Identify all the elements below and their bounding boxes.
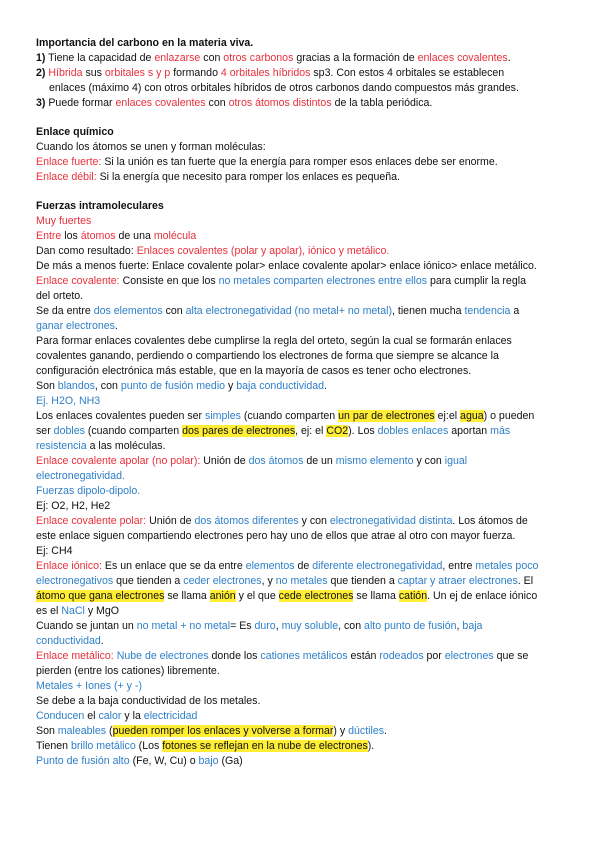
- text-segment: se llama: [353, 590, 399, 602]
- text-line: [36, 634, 564, 649]
- text-line: [36, 229, 564, 244]
- text-line: [36, 364, 564, 379]
- text-segment: donde los: [208, 650, 261, 662]
- text-segment: rodeados: [379, 650, 424, 662]
- text-segment: = Es: [230, 620, 255, 632]
- text-segment: aportan: [448, 425, 491, 437]
- text-segment: a las moléculas.: [86, 440, 166, 452]
- text-segment: Enlace débil:: [36, 171, 97, 183]
- text-segment: y MgO: [84, 605, 120, 617]
- text-segment: orbitales s y p: [104, 67, 171, 79]
- text-segment: Enlace iónico:: [36, 560, 102, 572]
- text-segment: .: [100, 635, 104, 647]
- text-segment: ) y: [333, 725, 349, 737]
- text-segment: , y: [261, 575, 276, 587]
- text-segment: (: [106, 725, 113, 737]
- text-line: [36, 679, 564, 694]
- text-segment: electronegatividad distinta: [329, 515, 453, 527]
- text-line: [36, 379, 564, 394]
- text-segment: Enlace químico: [36, 126, 114, 138]
- text-segment: Enlace covalente:: [36, 275, 120, 287]
- text-segment: maleables: [57, 725, 107, 737]
- text-segment: dos átomos diferentes: [194, 515, 299, 527]
- text-segment: molécula: [153, 230, 197, 242]
- highlighted-text: agua: [460, 410, 484, 422]
- text-segment: configuración electrónica más estable, que en la mayoría de casos es tener ocho electrones.: [36, 365, 472, 377]
- text-segment: conductividad: [36, 635, 101, 647]
- text-segment: están: [347, 650, 380, 662]
- text-segment: Unión de: [146, 515, 195, 527]
- highlighted-text: cede electrones: [278, 590, 354, 602]
- text-segment: (cuando comparten: [240, 410, 339, 422]
- text-segment: que se: [493, 650, 529, 662]
- paragraph-gap: [36, 111, 564, 125]
- text-segment: Metales + Iones (+ y -): [36, 680, 142, 692]
- text-line: [36, 81, 564, 96]
- text-segment: covalentes ganando, perdiendo o compartiendo los electrones de forma que siempre se alcance la: [36, 350, 499, 362]
- text-segment: no metal + no metal: [136, 620, 231, 632]
- text-segment: electrones: [444, 650, 494, 662]
- text-line: [36, 274, 564, 289]
- text-segment: (Los: [135, 740, 163, 752]
- text-segment: y: [225, 380, 237, 392]
- text-segment: Híbrida: [48, 67, 83, 79]
- highlighted-text: átomo que gana electrones: [36, 590, 165, 602]
- text-segment: ceder electrones: [183, 575, 262, 587]
- text-segment: dobles enlaces: [377, 425, 449, 437]
- text-segment: Muy fuertes: [36, 215, 92, 227]
- text-segment: enlazarse: [154, 52, 201, 64]
- text-segment: electronegativos: [36, 575, 114, 587]
- text-segment: más: [490, 425, 511, 437]
- highlighted-text: un par de electrones: [338, 410, 435, 422]
- text-segment: con: [162, 305, 186, 317]
- text-segment: (Fe, W, Cu) o: [129, 755, 199, 767]
- text-segment: ganar electrones: [36, 320, 115, 332]
- text-segment: los: [61, 230, 81, 242]
- text-segment: . Los átomos de: [452, 515, 528, 527]
- text-segment: sus: [82, 67, 105, 79]
- text-segment: diferente electronegatividad: [312, 560, 443, 572]
- text-segment: , ej: el: [295, 425, 327, 437]
- highlighted-text: pueden romper los enlaces y volverse a formar: [112, 725, 334, 737]
- text-segment: NaCl: [61, 605, 85, 617]
- text-segment: 4 orbitales híbridos: [220, 67, 311, 79]
- text-segment: electricidad: [143, 710, 198, 722]
- text-line: [36, 529, 564, 544]
- text-segment: (cuando comparten: [84, 425, 183, 437]
- text-segment: pierden (entre los cationes) libremente.: [36, 665, 220, 677]
- text-segment: tendencia: [464, 305, 511, 317]
- text-segment: Se da entre: [36, 305, 94, 317]
- text-segment: . El: [517, 575, 534, 587]
- text-segment: muy soluble: [281, 620, 339, 632]
- text-segment: calor: [98, 710, 122, 722]
- text-segment: a: [510, 305, 520, 317]
- text-segment: ). Los: [348, 425, 378, 437]
- text-line: [36, 649, 564, 664]
- text-segment: Fuerzas dipolo-dipolo.: [36, 485, 141, 497]
- text-line: [36, 66, 564, 81]
- text-segment: es el: [36, 605, 62, 617]
- text-segment: y el que: [235, 590, 279, 602]
- text-segment: otros átomos distintos: [228, 97, 332, 109]
- text-segment: y con: [298, 515, 330, 527]
- text-segment: dúctiles: [348, 725, 385, 737]
- text-segment: electronegatividad.: [36, 470, 125, 482]
- text-segment: ej:el: [434, 410, 461, 422]
- text-segment: Nube de electrones: [116, 650, 209, 662]
- text-line: [36, 244, 564, 259]
- text-segment: Se debe a la baja conductividad de los metales.: [36, 695, 261, 707]
- text-segment: por: [423, 650, 445, 662]
- text-segment: gracias a la formación de: [293, 52, 418, 64]
- highlighted-text: anión: [209, 590, 236, 602]
- text-segment: dobles: [53, 425, 85, 437]
- text-segment: 3): [36, 97, 46, 109]
- text-segment: ,: [456, 620, 463, 632]
- text-segment: Enlace metálico:: [36, 650, 114, 662]
- text-segment: mismo elemento: [335, 455, 414, 467]
- text-segment: de la tabla periódica.: [331, 97, 433, 109]
- text-segment: De más a menos fuerte: Enlace covalente polar> enlace covalente apolar> enlace iónico> enlace metálico.: [36, 260, 537, 272]
- text-segment: baja: [462, 620, 483, 632]
- text-segment: no metales: [275, 575, 328, 587]
- text-line: [36, 619, 564, 634]
- text-segment: Son: [36, 725, 58, 737]
- text-segment: enlaces covalentes: [115, 97, 206, 109]
- text-segment: Es un enlace que se da entre: [101, 560, 246, 572]
- text-line: [36, 304, 564, 319]
- text-segment: Si la energía que necesito para romper los enlaces es pequeña.: [96, 171, 400, 183]
- text-line: [36, 349, 564, 364]
- text-line: [36, 664, 564, 679]
- text-segment: con: [205, 97, 229, 109]
- text-segment: , con: [94, 380, 121, 392]
- text-segment: igual: [444, 455, 468, 467]
- text-line: [36, 170, 564, 185]
- text-line: [36, 724, 564, 739]
- text-line: [36, 96, 564, 111]
- text-line: [36, 409, 564, 424]
- text-segment: Ej. H2O, NH3: [36, 395, 101, 407]
- text-segment: Fuerzas intramoleculares: [36, 200, 164, 212]
- text-segment: se llama: [164, 590, 210, 602]
- text-segment: , tienen mucha: [392, 305, 465, 317]
- text-segment: (Ga): [218, 755, 243, 767]
- text-segment: captar y atraer electrones: [397, 575, 518, 587]
- text-segment: Tiene la capacidad de: [45, 52, 155, 64]
- text-segment: de: [294, 560, 313, 572]
- text-segment: duro: [254, 620, 276, 632]
- text-line: [36, 484, 564, 499]
- text-segment: .: [507, 52, 511, 64]
- text-segment: Punto de fusión alto: [36, 755, 130, 767]
- text-segment: 2): [36, 67, 46, 79]
- text-segment: , entre: [442, 560, 476, 572]
- text-segment: que tienden a: [327, 575, 398, 587]
- text-line: [36, 514, 564, 529]
- text-segment: ser: [36, 425, 54, 437]
- text-segment: y la: [121, 710, 144, 722]
- text-line: [36, 140, 564, 155]
- highlighted-text: dos pares de electrones: [182, 425, 296, 437]
- text-segment: Tienen: [36, 740, 71, 752]
- text-segment: Conducen: [36, 710, 85, 722]
- highlighted-text: catión: [398, 590, 428, 602]
- text-line: [36, 36, 564, 51]
- text-segment: .: [114, 320, 118, 332]
- text-segment: para cumplir la regla: [427, 275, 526, 287]
- text-line: [36, 214, 564, 229]
- text-line: [36, 51, 564, 66]
- text-segment: Ej: O2, H2, He2: [36, 500, 111, 512]
- text-segment: Entre: [36, 230, 62, 242]
- text-line: [36, 319, 564, 334]
- text-segment: .: [324, 380, 327, 392]
- text-segment: simples: [205, 410, 241, 422]
- text-line: [36, 559, 564, 574]
- text-segment: átomos: [80, 230, 116, 242]
- text-line: [36, 709, 564, 724]
- text-segment: Cuando se juntan un: [36, 620, 137, 632]
- text-segment: formando: [170, 67, 221, 79]
- text-segment: del orteto.: [36, 290, 84, 302]
- text-segment: metales poco: [475, 560, 539, 572]
- highlighted-text: CO2: [326, 425, 349, 437]
- text-line: [36, 439, 564, 454]
- text-segment: Para formar enlaces covalentes debe cumplirse la regla del orteto, según la cual se formarán enlaces: [36, 335, 512, 347]
- text-segment: , con: [338, 620, 365, 632]
- text-segment: enlaces covalentes: [417, 52, 508, 64]
- text-line: [36, 499, 564, 514]
- text-line: [36, 199, 564, 214]
- highlighted-text: fotones se reflejan en la nube de electrones: [162, 740, 368, 752]
- text-segment: Puede formar: [45, 97, 116, 109]
- text-segment: baja conductividad: [236, 380, 325, 392]
- text-line: [36, 469, 564, 484]
- text-segment: Cuando los átomos se unen y forman moléculas:: [36, 141, 266, 153]
- text-segment: enlaces (máximo 4) con otros orbitales híbridos de otros carbonos dando compuestos más grandes.: [49, 82, 519, 94]
- text-line: [36, 574, 564, 589]
- text-segment: . Un ej de enlace iónico: [427, 590, 538, 602]
- text-segment: este enlace siguen compartiendo electrones pero hay uno de ellos que atrae al otro con mayor fuerza.: [36, 530, 516, 542]
- text-line: [36, 739, 564, 754]
- text-segment: Enlaces covalentes (polar y apolar), iónico y metálico.: [136, 245, 390, 257]
- text-segment: con: [200, 52, 224, 64]
- text-line: [36, 394, 564, 409]
- text-line: [36, 754, 564, 769]
- text-segment: blandos: [57, 380, 95, 392]
- text-segment: bajo: [198, 755, 219, 767]
- text-line: [36, 334, 564, 349]
- paragraph-gap: [36, 185, 564, 199]
- text-line: [36, 289, 564, 304]
- text-segment: resistencia: [36, 440, 87, 452]
- text-segment: Enlace covalente polar:: [36, 515, 147, 527]
- text-segment: Dan como resultado:: [36, 245, 137, 257]
- text-segment: punto de fusión medio: [120, 380, 226, 392]
- text-segment: Unión de: [200, 455, 249, 467]
- text-segment: de un: [303, 455, 336, 467]
- text-segment: ).: [367, 740, 375, 752]
- text-segment: elementos: [245, 560, 295, 572]
- text-segment: alto punto de fusión: [364, 620, 457, 632]
- text-segment: ,: [275, 620, 282, 632]
- text-segment: cationes metálicos: [260, 650, 348, 662]
- text-segment: Consiste en que los: [119, 275, 219, 287]
- text-line: [36, 544, 564, 559]
- text-segment: alta electronegatividad (no metal+ no metal): [185, 305, 392, 317]
- text-segment: dos átomos: [248, 455, 304, 467]
- text-segment: ) o pueden: [483, 410, 535, 422]
- text-segment: otros carbonos: [223, 52, 294, 64]
- text-segment: no metales comparten electrones entre ellos: [218, 275, 428, 287]
- text-line: [36, 424, 564, 439]
- text-segment: sp3. Con estos 4 orbitales se establecen: [310, 67, 505, 79]
- text-segment: el: [84, 710, 99, 722]
- text-segment: Enlace fuerte:: [36, 156, 102, 168]
- text-segment: .: [384, 725, 387, 737]
- text-segment: dos elementos: [93, 305, 163, 317]
- text-line: [36, 694, 564, 709]
- text-segment: Importancia del carbono en la materia viva.: [36, 37, 254, 49]
- text-line: [36, 604, 564, 619]
- text-line: [36, 125, 564, 140]
- text-segment: Enlace covalente apolar (no polar):: [36, 455, 201, 467]
- text-line: [36, 259, 564, 274]
- text-segment: 1): [36, 52, 46, 64]
- text-segment: Los enlaces covalentes pueden ser: [36, 410, 206, 422]
- text-segment: Si la unión es tan fuerte que la energía para romper esos enlaces debe ser enorme.: [101, 156, 498, 168]
- text-line: [36, 155, 564, 170]
- text-segment: que tienden a: [113, 575, 184, 587]
- text-segment: Son: [36, 380, 58, 392]
- text-line: [36, 454, 564, 469]
- text-segment: Ej: CH4: [36, 545, 73, 557]
- text-line: [36, 589, 564, 604]
- text-segment: y con: [413, 455, 445, 467]
- text-segment: brillo metálico: [70, 740, 136, 752]
- text-segment: de una: [115, 230, 154, 242]
